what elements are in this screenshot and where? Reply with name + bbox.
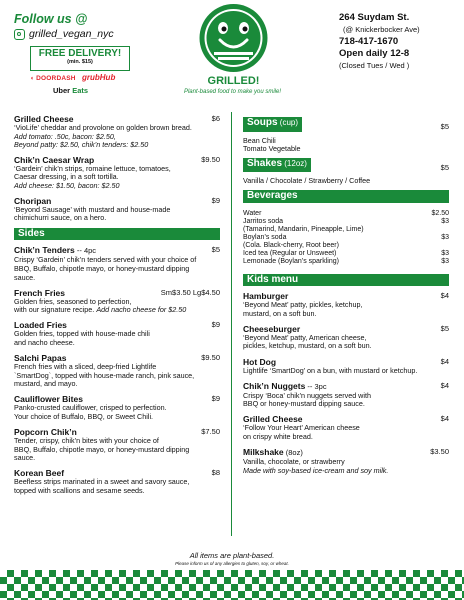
menu-item-description: `SmartDog`, topped with house-made ranch, pink sauce,: [14, 370, 195, 380]
grilled-logo: [196, 2, 271, 88]
item-name-text: Hamburger: [243, 291, 289, 302]
doordash-text: DOORDASH: [36, 75, 76, 82]
beverage-name: Iced tea (Regular or Unsweet): [243, 249, 337, 257]
shakes-section-header: [243, 158, 311, 173]
menu-item-price: $9: [211, 320, 220, 330]
instagram-icon: [14, 29, 25, 40]
item-name-text: Korean Beef: [14, 468, 65, 479]
beverage-name: (Tamarind, Mandarin, Pineapple, Lime): [243, 225, 364, 233]
beverage-price: $3: [441, 249, 449, 257]
menu-item-description: and nacho cheese.: [14, 337, 75, 347]
checkered-border: [0, 570, 464, 600]
menu-item-description: ‘Beyond Meat’ patty, pickles, ketchup,: [243, 300, 363, 310]
menu-item-description: [14, 306, 220, 315]
menu-item-description: pickles, ketchup, mustard, on a soft bun.: [243, 341, 372, 351]
shakes-flavors: Vanilla / Chocolate / Strawberry / Coffee: [243, 176, 371, 186]
hours: Open daily 12-8: [339, 48, 410, 59]
menu-item: [14, 114, 220, 150]
shakes-price: $5: [440, 162, 449, 172]
menu-item-price: $7.50: [201, 426, 220, 436]
menu-item-description: mustard, on a soft bun.: [243, 308, 317, 318]
menu-item-description: chimichurri sauce, on a hero.: [14, 213, 107, 223]
item-name-text: Hot Dog: [243, 356, 277, 367]
instagram-handle[interactable]: [14, 28, 114, 40]
addon-note: Made with soy-based ice-cream and soy milk.: [243, 465, 389, 475]
menu-item-description: Beefless strips marinated in a sweet and savory sauce,: [14, 477, 190, 487]
menu-item-description: sauce.: [14, 272, 36, 282]
grubhub-logo: grubHub: [82, 73, 116, 82]
menu-item-description: Caesar dressing, in a soft tortilla.: [14, 172, 119, 182]
item-name-text: Cheeseburger: [243, 323, 301, 334]
menu-item: [14, 468, 220, 495]
menu-item-description: Vanilla, chocolate, or strawberry: [243, 457, 345, 466]
beverages-section-header: Beverages: [243, 190, 449, 203]
free-delivery-box: [30, 46, 130, 71]
soups-section: [243, 117, 449, 154]
menu-item-description: Lightlife ‘SmartDog’ on a bun, with mustard or ketchup.: [243, 365, 418, 375]
ubereats-logo: [53, 86, 88, 95]
menu-item: [14, 288, 220, 315]
beverages-section: [243, 190, 449, 266]
menu-item: [14, 320, 220, 347]
item-name-text: Salchi Papas: [14, 353, 67, 363]
item-name-text: Chik’n Nuggets: [243, 380, 306, 391]
menu-item-description: ‘Follow Your Heart’ American cheese: [243, 423, 360, 433]
soups-sub: (cup): [277, 118, 299, 127]
menu-item-description: Golden fries, seasoned to perfection,: [14, 296, 132, 306]
menu-item-description: Crispy ‘Gardein’ chik’n tenders served with your choice of: [14, 255, 197, 265]
allergy-note: Please inform us of any allergies to gluten, soy, or wheat.: [175, 561, 289, 566]
menu-item: [243, 381, 449, 409]
beverage-name: (Cola. Black-cherry, Root beer): [243, 241, 339, 249]
menu-item-description: sauce.: [14, 453, 36, 463]
beverage-row: [243, 250, 449, 258]
item-name-text: Loaded Fries: [14, 320, 67, 331]
menu-item-description: ‘Beyond Meat’ patty, American cheese,: [243, 332, 367, 342]
item-name-text: Cauliflower Bites: [14, 394, 83, 405]
menu-item: [14, 196, 220, 223]
menu-item-price: $8: [211, 468, 220, 478]
item-name-text: Milkshake: [243, 447, 284, 457]
cross-street: (@ Knickerbocker Ave): [343, 25, 420, 34]
menu-item: [243, 357, 449, 376]
menu-item-description: ‘Gardein’ chik’n strips, romaine lettuce, tomatoes,: [14, 163, 171, 173]
menu-item-price: Sm$3.50 Lg$4.50: [160, 287, 220, 297]
menu-item-description: French fries with a sliced, deep-fried Lightlife: [14, 362, 157, 371]
shakes-sub: (12oz): [282, 158, 307, 168]
item-name-text: French Fries: [14, 287, 66, 298]
menu-item-price: $3.50: [430, 447, 449, 456]
beverage-price: $3: [441, 257, 449, 265]
item-count: (8oz): [283, 448, 303, 457]
kids-section: [243, 274, 449, 476]
beverage-name: Boylan’s soda: [243, 233, 287, 241]
menu-item-description: BBQ, Buffalo, chipotle mayo, or honey-mustard dipping: [14, 444, 190, 454]
menu-item-description: on crispy white bread.: [243, 431, 313, 441]
soups-title: Soups: [247, 117, 278, 128]
menu-item: [243, 291, 449, 318]
follow-us-label: Follow us @: [14, 12, 88, 26]
beverage-name: Water: [243, 209, 262, 217]
doordash-logo: [30, 75, 76, 82]
menu-item-price: $6: [211, 114, 220, 123]
item-name-text: Chik’n Caesar Wrap: [14, 154, 95, 165]
phone-number[interactable]: 718-417-1670: [339, 36, 399, 47]
menu-item-price: $9.50: [201, 353, 220, 362]
menu-item-description: BBQ or honey-mustard dipping sauce.: [243, 399, 365, 409]
menu-item-description: ‘Beyond Sausage’ with mustard and house-made: [14, 204, 171, 214]
item-name-text: Chik’n Tenders: [14, 245, 75, 256]
item-count: -- 4pc: [74, 246, 97, 256]
menu-item: [14, 353, 220, 389]
addon-note: Beyond patty: $2.50, chik’n tenders: $2.50: [14, 140, 149, 150]
menu-item: [14, 394, 220, 421]
menu-item: [14, 245, 220, 282]
menu-item-name: [243, 381, 449, 392]
instagram-handle-text: grilled_vegan_nyc: [29, 28, 114, 40]
menu-item-price: $5: [211, 245, 220, 255]
column-divider: [231, 112, 232, 536]
menu-item-price: $4: [440, 356, 449, 366]
menu-item-price: $4: [440, 414, 449, 424]
description-text: with our signature recipe.: [14, 305, 97, 315]
tagline: Plant-based food to make you smile!: [183, 89, 282, 95]
beverage-row: [243, 234, 449, 242]
soup-line: Bean Chili: [243, 135, 276, 145]
beverage-row: [243, 258, 449, 266]
menu-item-price: $4: [440, 291, 449, 301]
beverage-name: Lemonade (Boylan’s sparkling): [243, 257, 339, 265]
eats-text: Eats: [72, 86, 89, 95]
shakes-header-row: [243, 158, 449, 173]
menu-item-description: Your choice of Buffalo, BBQ, or Sweet Chili.: [14, 411, 154, 421]
item-name-text: Choripan: [14, 195, 52, 206]
item-name-text: Grilled Cheese: [14, 114, 74, 124]
item-name-text: Grilled Cheese: [243, 414, 303, 425]
shakes-title: Shakes: [247, 157, 283, 169]
addon-note: Add tomato: .50c, bacon: $2.50,: [14, 131, 116, 141]
item-name-text: Popcorn Chik’n: [14, 426, 77, 437]
menu-item-description: Panko-crusted cauliflower, crisped to perfection.: [14, 403, 167, 413]
menu-item-description: Golden fries, topped with house-made chili: [14, 329, 150, 339]
menu-item-description: BBQ, Buffalo, chipotle mayo, or honey-mustard dipping: [14, 263, 190, 273]
menu-item: [243, 414, 449, 441]
sides-section-header: Sides: [14, 228, 220, 241]
kids-section-header: Kids menu: [243, 274, 449, 287]
menu-item-price: $5: [440, 323, 449, 333]
menu-item: [243, 324, 449, 351]
soup-line: Tomato Vegetable: [243, 144, 301, 154]
shakes-section: [243, 158, 449, 186]
soups-price: $5: [440, 122, 449, 131]
free-delivery-title: FREE DELIVERY!: [38, 48, 122, 59]
beverage-price: $2.50: [431, 209, 449, 217]
menu-item: [14, 155, 220, 191]
address-block: [339, 12, 420, 72]
item-count: -- 3pc: [305, 381, 327, 391]
addon-note: Add cheese: $1.50, bacon: $2.50: [14, 180, 120, 190]
doordash-icon: ◖: [30, 75, 35, 82]
closed-days: (Closed Tues / Wed ): [339, 61, 410, 70]
uber-text: Uber: [53, 86, 71, 95]
delivery-minimum: (min. $15): [67, 59, 93, 65]
right-menu-column: [243, 117, 449, 481]
soups-header-row: [243, 117, 449, 132]
menu-item-price: $4: [440, 380, 449, 390]
left-menu-column: [14, 114, 220, 501]
menu-item-description: Tender, crispy, chik’n bites with your choice of: [14, 435, 159, 445]
menu-item-price: $9: [211, 195, 220, 205]
beverage-row: [243, 226, 449, 234]
addon-note: Add nacho cheese for $2.50: [96, 305, 187, 315]
beverage-row: [243, 218, 449, 226]
plant-based-note: All items are plant-based.: [189, 551, 275, 560]
menu-item-description: Crispy ‘Boca’ chik’n nuggets served with: [243, 390, 371, 400]
menu-item-description: mustard, and mayo.: [14, 379, 78, 389]
menu-item-description: ‘VioLife’ cheddar and provolone on golden brown bread.: [14, 123, 192, 132]
menu-item: [14, 427, 220, 463]
beverage-price: $3: [441, 217, 449, 225]
logo-text: GRILLED!: [207, 75, 260, 87]
street-address: 264 Suydam St.: [339, 12, 410, 23]
beverage-row: [243, 210, 449, 218]
beverage-price: $3: [441, 233, 449, 241]
soups-section-header: [243, 117, 302, 132]
menu-item: [243, 447, 449, 475]
menu-item-price: $9: [211, 394, 220, 404]
beverage-name: Jarritos soda: [243, 217, 284, 225]
menu-item-description: topped with scallions and sesame seeds.: [14, 485, 145, 495]
menu-item-price: $9.50: [201, 154, 220, 164]
beverage-row: [243, 242, 449, 250]
